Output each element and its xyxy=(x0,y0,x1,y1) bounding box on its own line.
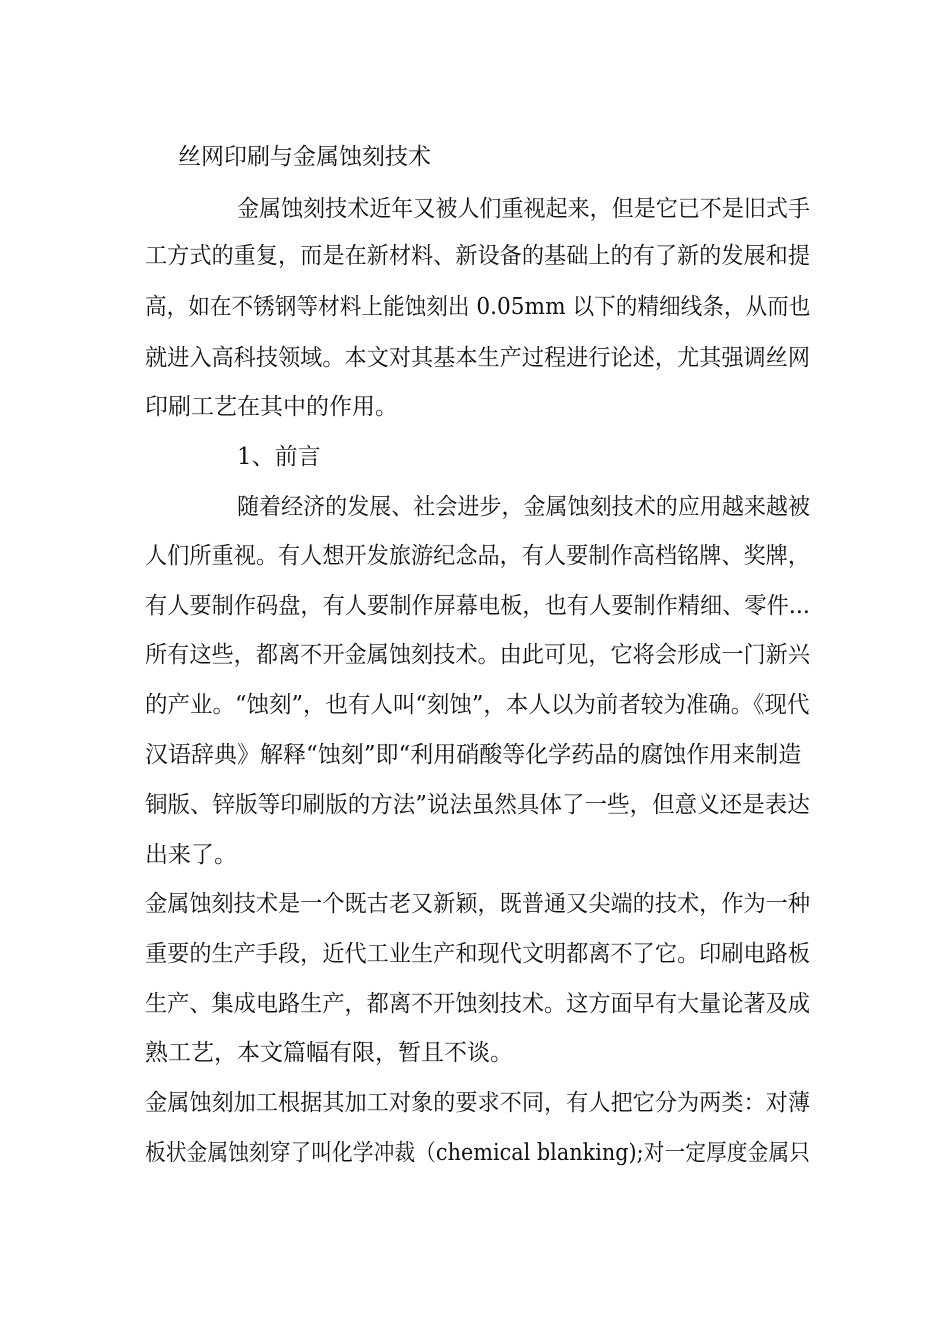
text-line: 重要的生产手段，近代工业生产和现代文明都离不了它。印刷电路板 xyxy=(145,941,811,967)
section-heading: 1、前言 xyxy=(237,444,321,470)
text-line: 的产业。“蚀刻”，也有人叫“刻蚀”，本人以为前者较为准确。《现代 xyxy=(145,692,810,718)
document-title: 丝网印刷与金属蚀刻技术 xyxy=(178,144,431,170)
text-line: 铜版、锌版等印刷版的方法”说法虽然具体了一些，但意义还是表达 xyxy=(145,792,810,818)
text-line: 熟工艺，本文篇幅有限，暂且不谈。 xyxy=(145,1040,513,1066)
text-line: 人们所重视。有人想开发旅游纪念品，有人要制作高档铭牌、奖牌， xyxy=(145,543,811,569)
text-line: 有人要制作码盘，有人要制作屏幕电板，也有人要制作精细、零件... xyxy=(145,593,810,619)
text-line: 所有这些，都离不开金属蚀刻技术。由此可见，它将会形成一门新兴 xyxy=(145,642,811,668)
text-line: 出来了。 xyxy=(145,842,237,868)
text-line: 随着经济的发展、社会进步，金属蚀刻技术的应用越来越被 xyxy=(237,494,811,520)
text-line: 生产、集成电路生产，都离不开蚀刻技术。这方面早有大量论著及成 xyxy=(145,991,811,1017)
text-line: 金属蚀刻加工根据其加工对象的要求不同，有人把它分为两类：对薄 xyxy=(145,1090,811,1116)
text-line: 汉语辞典》解释“蚀刻”即“利用硝酸等化学药品的腐蚀作用来制造 xyxy=(145,742,802,768)
text-line: 板状金属蚀刻穿了叫化学冲裁（chemical blanking);对一定厚度金属只 xyxy=(145,1140,810,1166)
text-line: 工方式的重复，而是在新材料、新设备的基础上的有了新的发展和提 xyxy=(145,243,811,269)
text-line: 金属蚀刻技术是一个既古老又新颖，既普通又尖端的技术，作为一种 xyxy=(145,891,811,917)
text-line: 高，如在不锈钢等材料上能蚀刻出 0.05mm 以下的精细线条，从而也 xyxy=(145,294,811,320)
text-line: 就进入高科技领域。本文对其基本生产过程进行论述，尤其强调丝网 xyxy=(145,345,811,371)
text-line: 金属蚀刻技术近年又被人们重视起来，但是它已不是旧式手 xyxy=(237,196,811,222)
text-line: 印刷工艺在其中的作用。 xyxy=(145,394,398,420)
